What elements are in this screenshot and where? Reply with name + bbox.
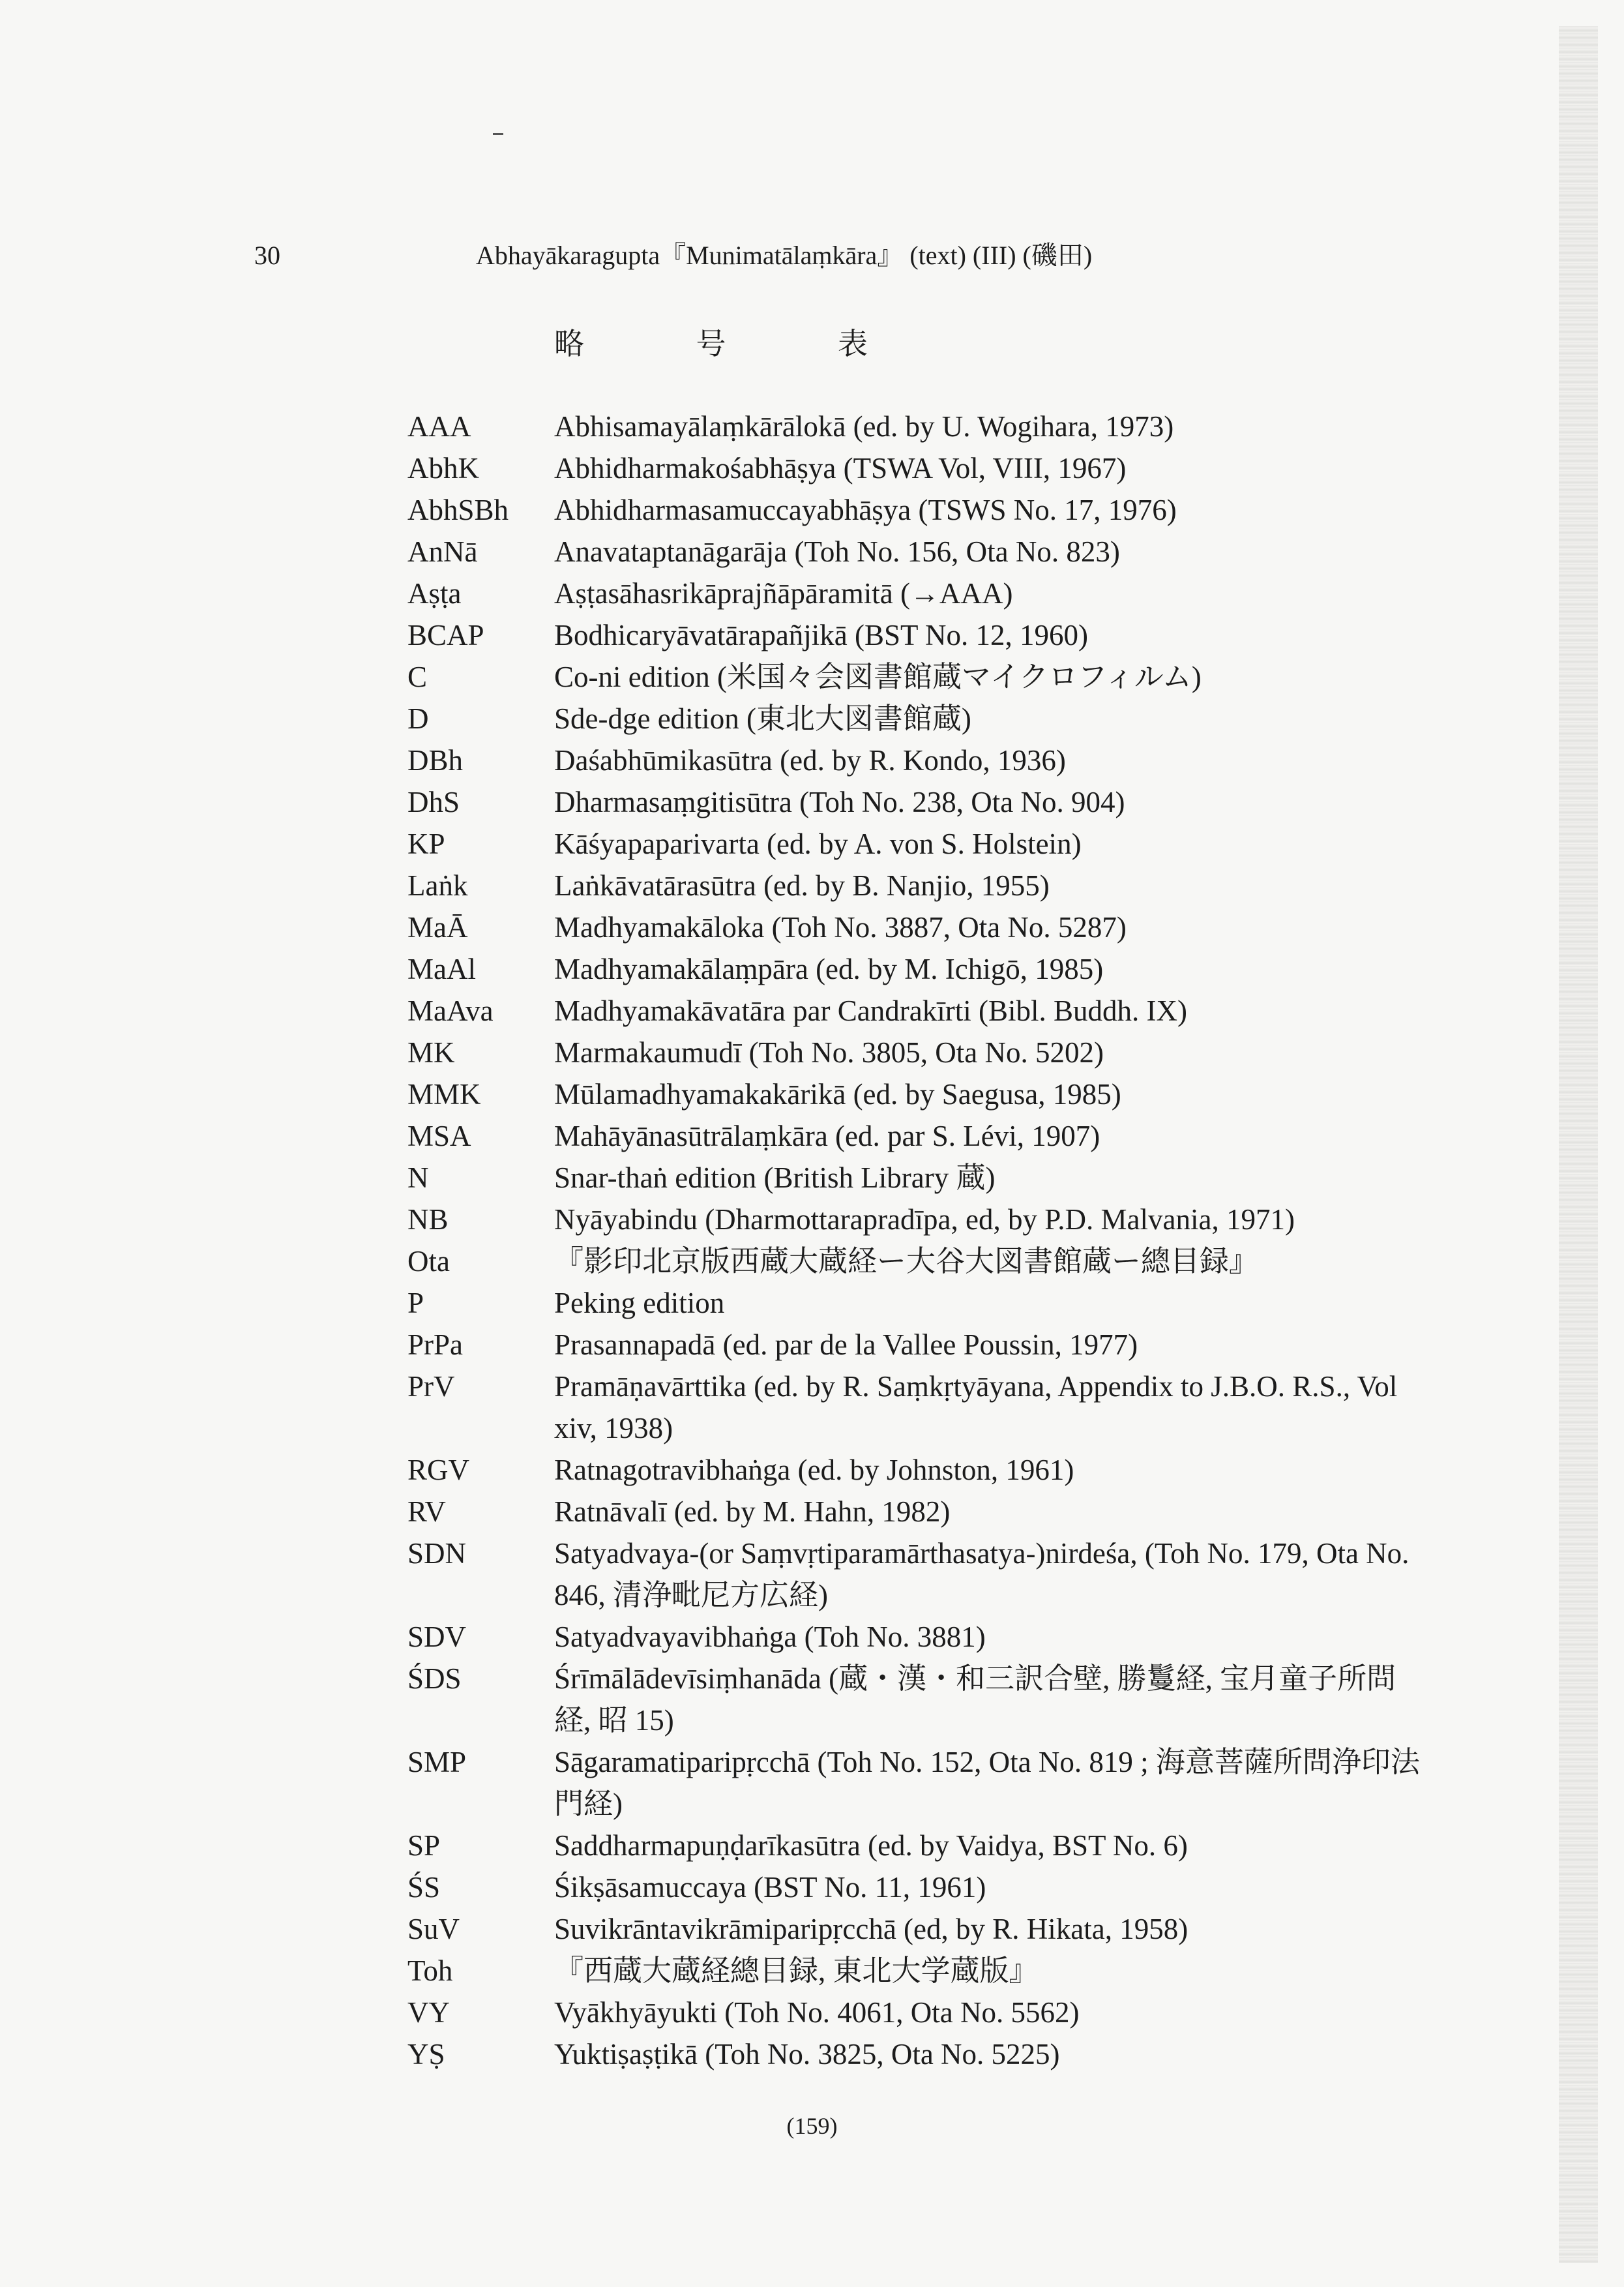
abbreviation: BCAP	[407, 619, 484, 651]
list-item	[407, 1324, 1425, 1366]
abbreviation: SP	[407, 1829, 441, 1862]
abbreviation: MSA	[407, 1120, 471, 1152]
list-item	[407, 948, 1425, 990]
abbreviation: AAA	[407, 410, 471, 443]
abbreviation: DBh	[407, 744, 464, 777]
folio-number: (159)	[786, 2113, 838, 2139]
abbreviation: DhS	[407, 786, 460, 818]
abbreviation: Laṅk	[407, 869, 468, 902]
abbreviation: P	[407, 1287, 424, 1319]
list-item	[407, 865, 1425, 906]
abbreviation-description: Peking edition	[554, 1287, 725, 1319]
abbreviation-description: Aṣṭasāhasrikāprajñāpāramitā (→AAA)	[554, 577, 1013, 610]
list-item	[407, 1658, 1425, 1741]
abbreviation-description: Satyadvaya-(or Saṃvṛtiparamārthasatya-)nirdeśa, (Toh No. 179, Ota No. 846, 清浄毗尼方広経)	[554, 1537, 1410, 1611]
abbreviation: Toh	[407, 1954, 453, 1987]
list-item	[407, 1449, 1425, 1491]
list-item	[407, 823, 1425, 865]
abbreviation: Ota	[407, 1245, 450, 1278]
list-item	[407, 2033, 1425, 2075]
abbreviation: C	[407, 661, 428, 693]
list-item	[407, 1073, 1425, 1115]
list-item	[407, 1032, 1425, 1073]
list-item	[407, 489, 1425, 531]
abbreviation: PrPa	[407, 1328, 464, 1361]
abbreviation: VY	[407, 1996, 450, 2029]
abbreviation-description: Marmakaumudī (Toh No. 3805, Ota No. 5202)	[554, 1036, 1104, 1069]
page-number: 30	[254, 241, 280, 270]
scan-mark	[493, 133, 503, 135]
abbreviation-description: Saddharmapuṇḍarīkasūtra (ed. by Vaidya, BST No. 6)	[554, 1829, 1188, 1862]
abbreviation-description: Nyāyabindu (Dharmottarapradīpa, ed, by P.D. Malvania, 1971)	[554, 1203, 1295, 1236]
abbreviation-description: Pramāṇavārttika (ed. by R. Saṃkṛtyāyana, Appendix to J.B.O. R.S., Vol xiv, 1938)	[554, 1370, 1398, 1444]
abbreviation-description: 『影印北京版西蔵大蔵経ー大谷大図書館蔵ー總目録』	[554, 1245, 1259, 1278]
list-item	[407, 1992, 1425, 2033]
list-item	[407, 1366, 1425, 1449]
abbreviation-description: Satyadvayavibhaṅga (Toh No. 3881)	[554, 1621, 986, 1653]
list-item	[407, 1741, 1425, 1825]
abbreviation-description: Madhyamakāloka (Toh No. 3887, Ota No. 5287)	[554, 911, 1127, 944]
abbreviation-description: Śrīmālādevīsiṃhanāda (蔵・漢・和三訳合壁, 勝鬘経, 宝月童子所問経, 昭 15)	[554, 1662, 1396, 1737]
list-item	[407, 906, 1425, 948]
abbreviation-description: Abhidharmakośabhāṣya (TSWA Vol, VIII, 1967)	[554, 452, 1127, 485]
list-item	[407, 447, 1425, 489]
abbreviation: MaAl	[407, 953, 476, 985]
abbreviation: MaAva	[407, 994, 494, 1027]
abbreviation-description: 『西蔵大蔵経總目録, 東北大学蔵版』	[554, 1954, 1039, 1987]
abbreviation-description: Snar-thaṅ edition (British Library 蔵)	[554, 1161, 996, 1194]
abbreviation: ŚDS	[407, 1662, 462, 1695]
abbreviation: N	[407, 1161, 429, 1194]
list-item	[407, 656, 1425, 698]
list-item	[407, 1282, 1425, 1324]
abbreviation: D	[407, 702, 429, 735]
abbreviation: SDN	[407, 1537, 467, 1570]
abbreviation-description: Vyākhyāyukti (Toh No. 4061, Ota No. 5562)	[554, 1996, 1080, 2029]
abbreviation: YṢ	[407, 2038, 445, 2070]
list-item	[407, 1199, 1425, 1240]
abbreviation-description: Sde-dge edition (東北大図書館蔵)	[554, 702, 971, 735]
abbreviation: RGV	[407, 1454, 470, 1486]
abbreviation: AbhK	[407, 452, 479, 485]
abbreviation-list	[407, 406, 1425, 2075]
scanned-page-edge	[1559, 26, 1598, 2263]
abbreviation-description: Madhyamakālaṃpāra (ed. by M. Ichigō, 1985)	[554, 953, 1104, 985]
running-title: Abhayākaragupta『Munimatālaṃkāra』 (text) (III) (磯田)	[476, 241, 1093, 270]
list-item	[407, 1157, 1425, 1199]
abbreviation: MMK	[407, 1078, 481, 1111]
abbreviation: Aṣṭa	[407, 577, 462, 610]
abbreviation: KP	[407, 828, 445, 860]
abbreviation: PrV	[407, 1370, 455, 1403]
list-item	[407, 740, 1425, 781]
abbreviation-description: Yuktiṣaṣṭikā (Toh No. 3825, Ota No. 5225)	[554, 2038, 1060, 2070]
list-item	[407, 698, 1425, 740]
abbreviation: SMP	[407, 1746, 467, 1778]
list-item	[407, 1115, 1425, 1157]
abbreviation-description: Sāgaramatiparipṛcchā (Toh No. 152, Ota No. 819 ; 海意菩薩所問浄印法門経)	[554, 1746, 1420, 1820]
section-title: 略 号 表	[554, 327, 920, 361]
list-item	[407, 573, 1425, 614]
list-item	[407, 1240, 1425, 1282]
list-item	[407, 1532, 1425, 1616]
abbreviation-description: Mahāyānasūtrālaṃkāra (ed. par S. Lévi, 1907)	[554, 1120, 1100, 1152]
abbreviation-description: Madhyamakāvatāra par Candrakīrti (Bibl. Buddh. IX)	[554, 994, 1187, 1027]
abbreviation-description: Laṅkāvatārasūtra (ed. by B. Nanjio, 1955)	[554, 869, 1050, 902]
list-item	[407, 990, 1425, 1032]
abbreviation-description: Co-ni edition (米国々会図書館蔵マイクロフィルム)	[554, 661, 1202, 693]
abbreviation-description: Śikṣāsamuccaya (BST No. 11, 1961)	[554, 1871, 986, 1904]
abbreviation-description: Bodhicaryāvatārapañjikā (BST No. 12, 1960)	[554, 619, 1088, 651]
abbreviation: SDV	[407, 1621, 467, 1653]
abbreviation-description: Dharmasaṃgitisūtra (Toh No. 238, Ota No. 904)	[554, 786, 1125, 818]
list-item	[407, 1616, 1425, 1658]
abbreviation-description: Daśabhūmikasūtra (ed. by R. Kondo, 1936)	[554, 744, 1066, 777]
abbreviation-description: Kāśyapaparivarta (ed. by A. von S. Holstein)	[554, 828, 1082, 860]
abbreviation-description: Anavataptanāgarāja (Toh No. 156, Ota No. 823)	[554, 535, 1120, 568]
abbreviation: ŚS	[407, 1871, 441, 1904]
abbreviation-description: Prasannapadā (ed. par de la Vallee Poussin, 1977)	[554, 1328, 1138, 1361]
abbreviation-description: Mūlamadhyamakakārikā (ed. by Saegusa, 1985)	[554, 1078, 1121, 1111]
abbreviation: MaĀ	[407, 911, 468, 944]
list-item	[407, 781, 1425, 823]
list-item	[407, 531, 1425, 573]
abbreviation: NB	[407, 1203, 449, 1236]
list-item	[407, 1491, 1425, 1532]
abbreviation-description: Abhidharmasamuccayabhāṣya (TSWS No. 17, 1976)	[554, 494, 1177, 526]
list-item	[407, 1866, 1425, 1908]
abbreviation: MK	[407, 1036, 455, 1069]
abbreviation-description: Ratnāvalī (ed. by M. Hahn, 1982)	[554, 1495, 951, 1528]
abbreviation: AbhSBh	[407, 494, 509, 526]
list-item	[407, 1825, 1425, 1866]
list-item	[407, 1950, 1425, 1992]
abbreviation-description: Suvikrāntavikrāmiparipṛcchā (ed, by R. Hikata, 1958)	[554, 1913, 1188, 1945]
list-item	[407, 614, 1425, 656]
abbreviation-description: Abhisamayālaṃkārālokā (ed. by U. Wogihara, 1973)	[554, 410, 1174, 443]
list-item	[407, 1908, 1425, 1950]
list-item	[407, 406, 1425, 447]
abbreviation: SuV	[407, 1913, 460, 1945]
abbreviation-description: Ratnagotravibhaṅga (ed. by Johnston, 1961)	[554, 1454, 1074, 1486]
abbreviation: RV	[407, 1495, 446, 1528]
abbreviation: AnNā	[407, 535, 478, 568]
